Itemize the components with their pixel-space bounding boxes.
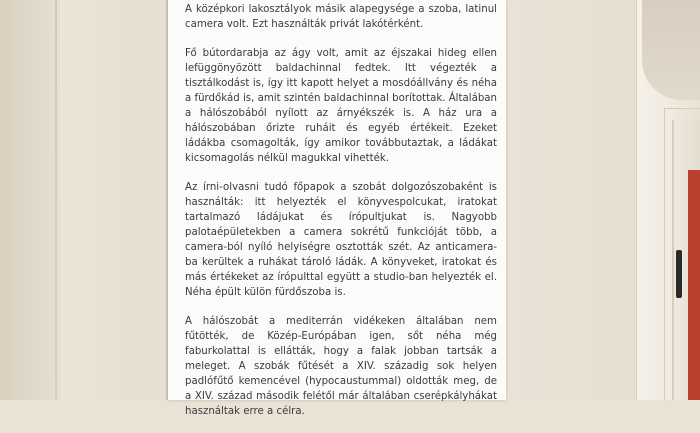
paragraph-1: A középkori lakosztályok másik alapegysége a szoba, latinul camera volt. Ezt használták privát lakótérként. <box>185 4 497 30</box>
panel-text <box>185 2 497 433</box>
door-handle[interactable] <box>676 250 682 298</box>
door-arch <box>642 0 700 100</box>
paragraph-3: Az írni-olvasni tudó főpapok a szobát dolgozószobaként is használták: itt helyezték el könyvespolcukat, iratokat tartalmazó ládájukat és írópultjukat is. Nagyobb palotaépületekben a camera sokrétű funkcióját több, a camera-ból nyíló helyiségre osztották szét. Az anticamera-ba kerültek a ruhákat tároló ládák. A könyveket, iratokat és más értékeket az írópulttal együtt a studio-ban helyezték el. Néha épült külön fürdőszoba is. <box>185 182 497 298</box>
paragraph-2: Fő bútordarabja az ágy volt, amit az éjszakai hideg ellen lefüggönyözött baldachinnal fedtek. Itt végezték a tisztálkodást is, így itt kapott helyet a mosdóállvány és néha a fürdőkád is, amit szintén baldachinnal borítottak. Általában a hálószobából nyílott az árnyékszék is. A ház ura a hálószobában őrizte ruháit és egyéb értékeit. Ezeket ládákba csomagolták, így amikor továbbutaztak, a ládákat kicsomagolás nélkül magukkal vihették. <box>185 48 497 164</box>
paragraph-4: A hálószobát a mediterrán vidékeken általában nem fűtötték, de Közép-Európában igen, sőt néha még faburkolattal is ellátták, hogy a falak jobban tartsák a meleget. A szobák fűtését a XIV. századig sok helyen padlófűtő kemencével (hypocaustummal) oldották meg, de a XIV. század második felétől már általában cserépkályhákat használtak erre a célra. <box>185 316 497 417</box>
door-red-panel <box>688 170 700 400</box>
wall-left-shadow <box>0 0 60 400</box>
wall-corner <box>55 0 57 400</box>
